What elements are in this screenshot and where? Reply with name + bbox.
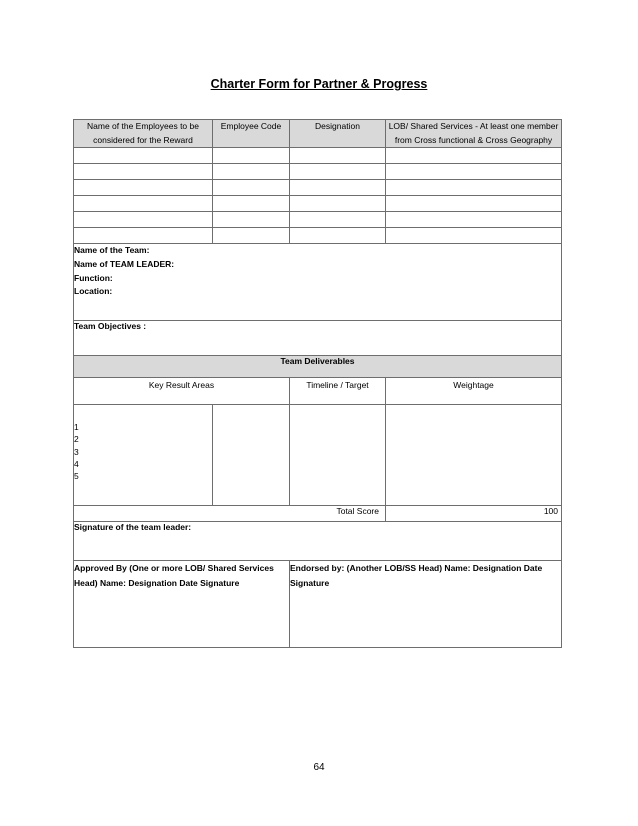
weightage-cell[interactable]: [386, 405, 562, 506]
lob-cell[interactable]: [386, 228, 562, 244]
kra-entries-row: [74, 405, 562, 506]
function-label: Function:: [74, 272, 113, 283]
page-number: 64: [313, 762, 325, 773]
kra-number: 5: [74, 471, 79, 482]
weightage-header: Weightage: [386, 378, 562, 405]
employee-code-header: Employee Code: [213, 120, 290, 148]
lob-cell[interactable]: [386, 212, 562, 228]
employee-name-cell[interactable]: [74, 228, 213, 244]
designation-cell[interactable]: [290, 148, 386, 164]
charter-form-table: [73, 119, 562, 648]
designation-cell[interactable]: [290, 228, 386, 244]
designation-cell[interactable]: [290, 196, 386, 212]
key-result-areas-header: Key Result Areas: [74, 378, 290, 405]
team-deliverables-row: [74, 356, 562, 378]
lob-cell[interactable]: [386, 148, 562, 164]
employee-code-cell[interactable]: [213, 164, 290, 180]
kra-header-row: [74, 378, 562, 405]
lob-header: LOB/ Shared Services - At least one member from Cross functional & Cross Geography: [386, 120, 562, 148]
designation-cell[interactable]: [290, 212, 386, 228]
designation-cell[interactable]: [290, 180, 386, 196]
team-deliverables-label: Team Deliverables: [74, 356, 562, 378]
employee-name-header: Name of the Employees to be considered for the Reward: [74, 120, 213, 148]
designation-header: Designation: [290, 120, 386, 148]
signature-row: [74, 522, 562, 561]
employee-code-cell[interactable]: [213, 196, 290, 212]
team-info-cell[interactable]: [74, 244, 562, 321]
kra-number-list[interactable]: [74, 405, 213, 506]
employee-row: [74, 212, 562, 228]
employee-code-cell[interactable]: [213, 228, 290, 244]
employee-code-cell[interactable]: [213, 212, 290, 228]
team-leader-label: Name of TEAM LEADER:: [74, 258, 175, 269]
employee-name-cell[interactable]: [74, 212, 213, 228]
employee-row: [74, 196, 562, 212]
total-score-row: [74, 506, 562, 522]
kra-number: 2: [74, 434, 79, 445]
team-name-label: Name of the Team:: [74, 245, 150, 255]
kra-number: 4: [74, 458, 79, 469]
employee-code-cell[interactable]: [213, 148, 290, 164]
endorsed-by-cell[interactable]: Endorsed by: (Another LOB/SS Head) Name: Designation Date Signature: [290, 561, 562, 648]
kra-number: 3: [74, 446, 79, 457]
team-objectives-row: [74, 321, 562, 356]
location-label: Location:: [74, 286, 113, 297]
employee-name-cell[interactable]: [74, 148, 213, 164]
approved-by-cell[interactable]: Approved By (One or more LOB/ Shared Services Head) Name: Designation Date Signature: [74, 561, 290, 648]
team-objectives-label[interactable]: Team Objectives :: [74, 321, 562, 356]
approval-row: [74, 561, 562, 648]
timeline-cell[interactable]: [290, 405, 386, 506]
employee-row: [74, 164, 562, 180]
employee-code-cell[interactable]: [213, 180, 290, 196]
employee-row: [74, 228, 562, 244]
employee-name-cell[interactable]: [74, 180, 213, 196]
timeline-target-header: Timeline / Target: [290, 378, 386, 405]
employee-row: [74, 148, 562, 164]
employee-row: [74, 180, 562, 196]
lob-cell[interactable]: [386, 196, 562, 212]
page-title: Charter Form for Partner & Progress: [210, 77, 428, 91]
lob-cell[interactable]: [386, 180, 562, 196]
employee-name-cell[interactable]: [74, 196, 213, 212]
team-leader-signature-label[interactable]: Signature of the team leader:: [74, 522, 562, 561]
designation-cell[interactable]: [290, 164, 386, 180]
team-info-row: [74, 244, 562, 321]
total-score-value: 100: [386, 506, 562, 522]
kra-number: 1: [74, 422, 79, 432]
kra-detail-cell[interactable]: [213, 405, 290, 506]
total-score-label: Total Score: [74, 506, 386, 522]
lob-cell[interactable]: [386, 164, 562, 180]
employee-name-cell[interactable]: [74, 164, 213, 180]
employee-header-row: [74, 120, 562, 148]
